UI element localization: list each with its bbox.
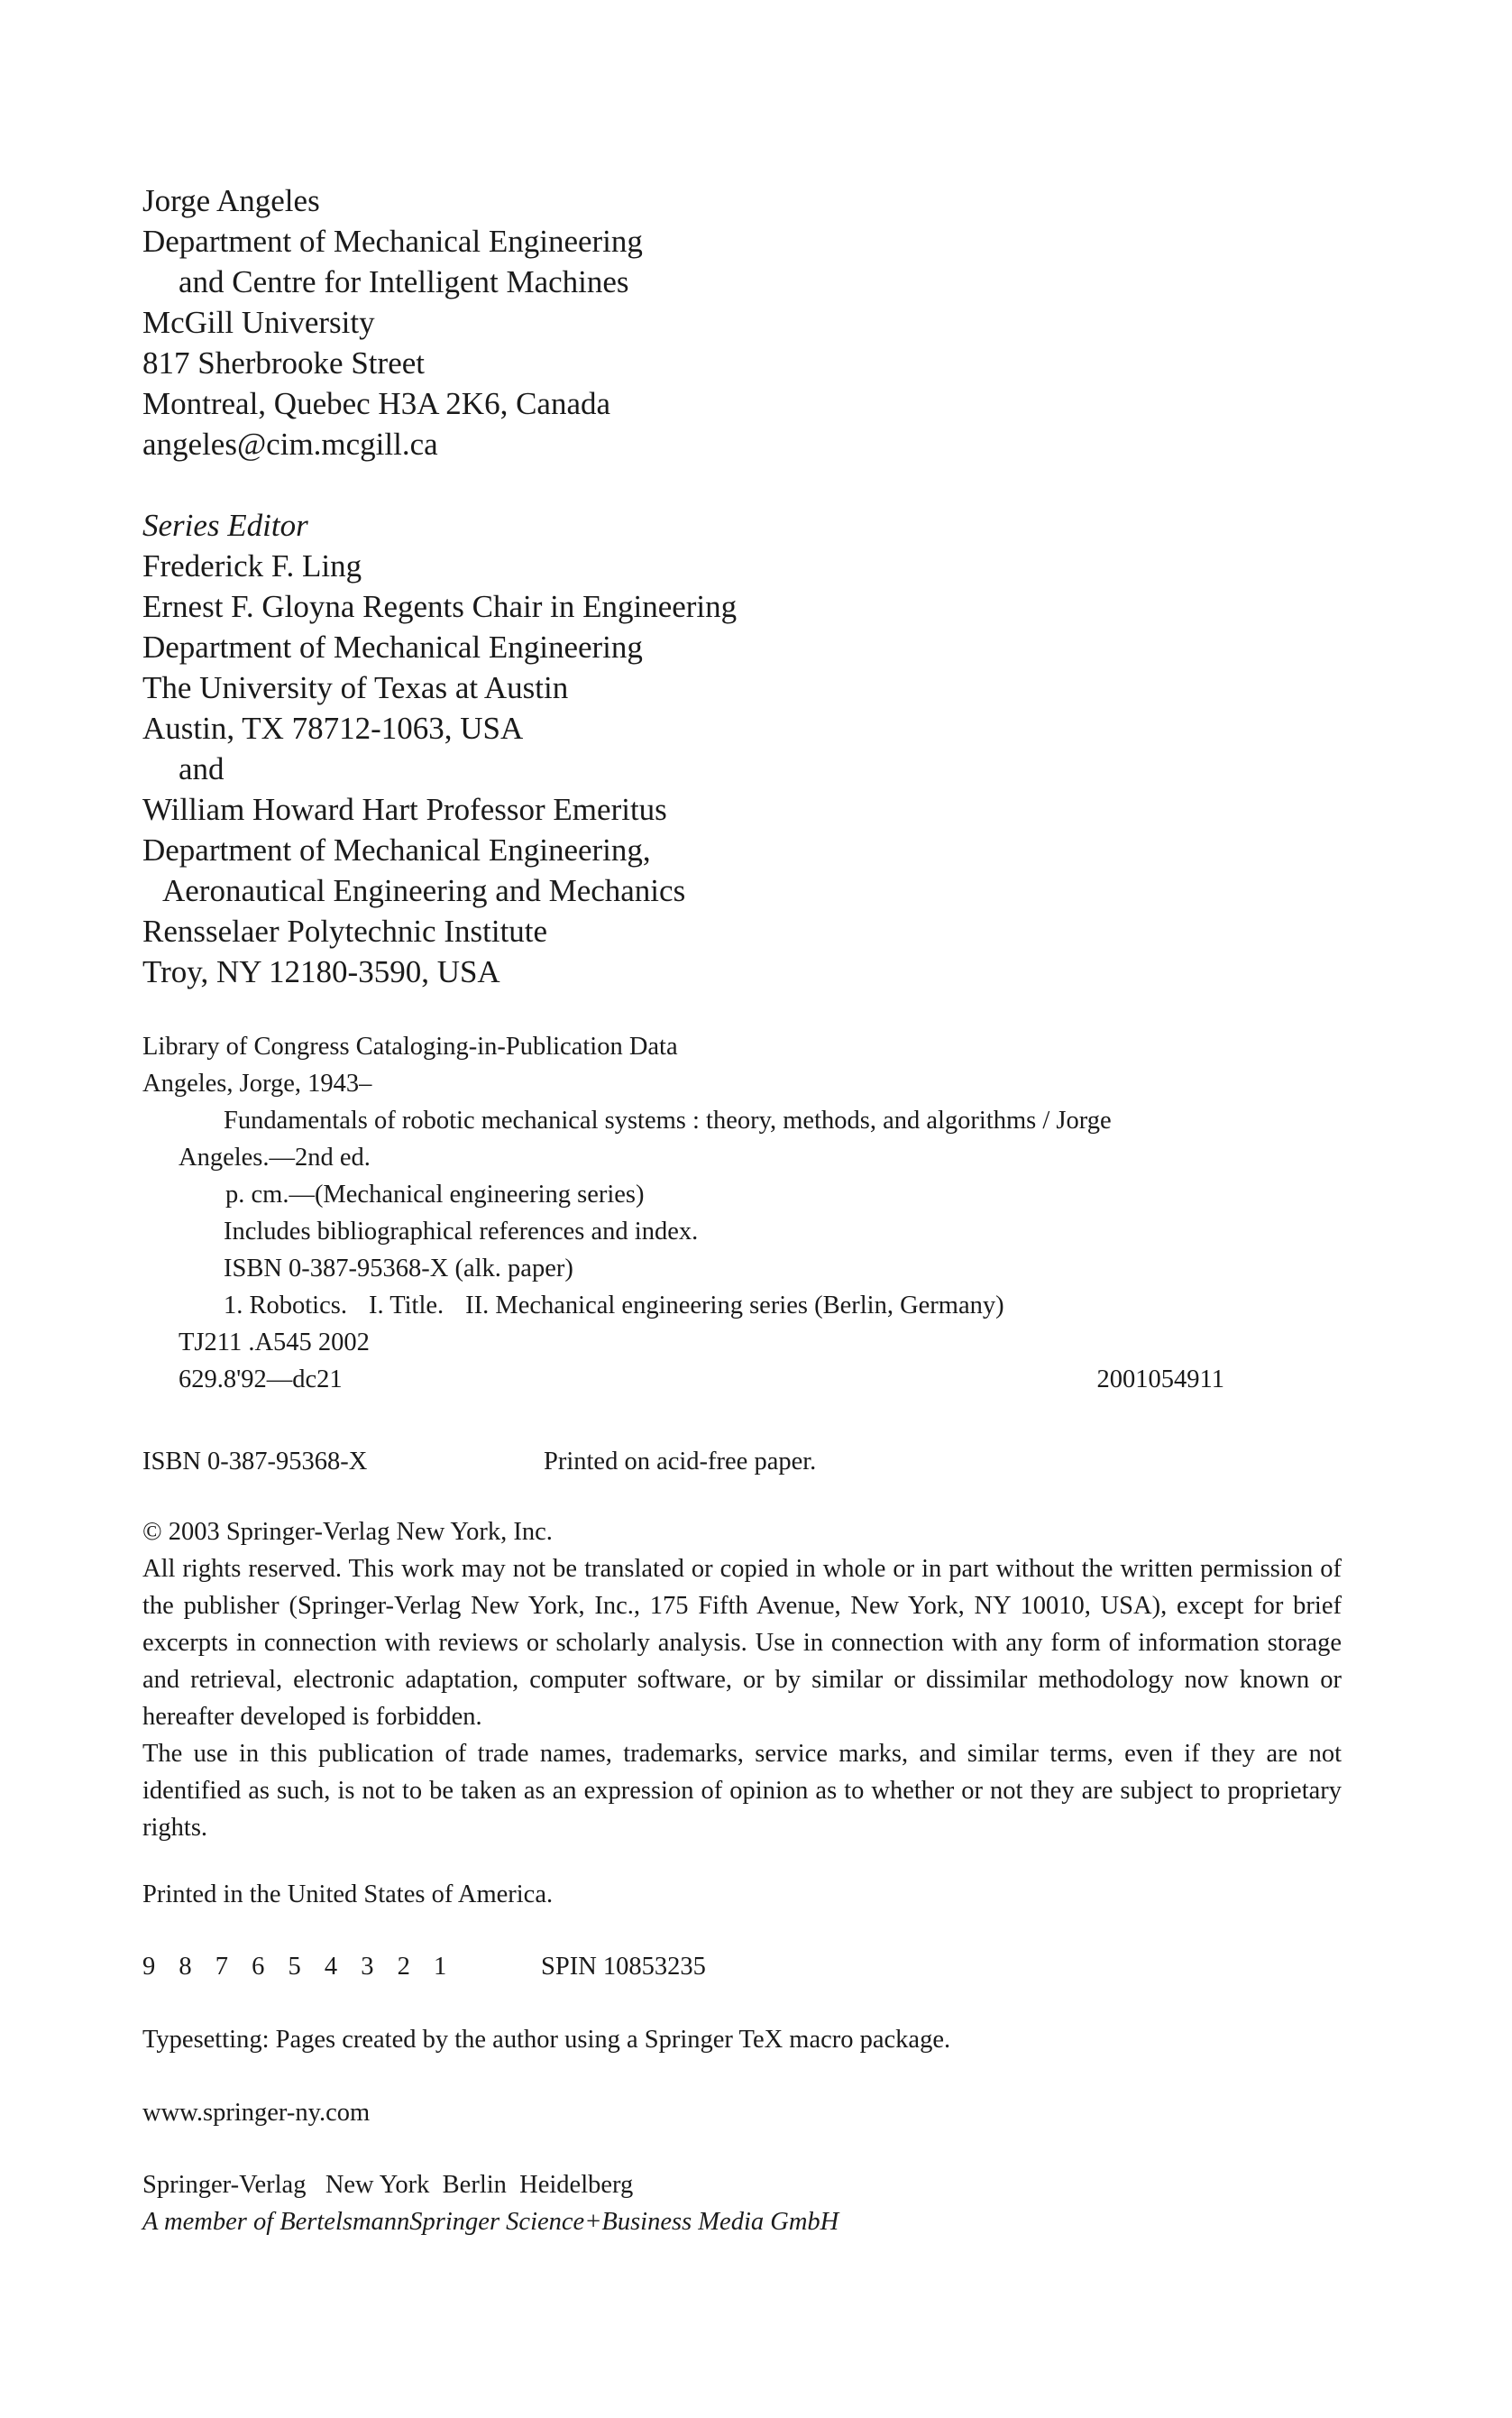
author-email: angeles@cim.mcgill.ca <box>142 427 438 462</box>
isbn-row <box>142 1443 816 1480</box>
isbn-number: ISBN 0-387-95368-X <box>142 1448 368 1476</box>
printing-line <box>142 1948 706 1985</box>
author-centre: and Centre for Intelligent Machines <box>179 264 629 299</box>
publisher-cities: Springer-Verlag New York Berlin Heidelberg <box>142 2171 634 2199</box>
cip-isbn: ISBN 0-387-95368-X (alk. paper) <box>224 1255 573 1283</box>
series-editor-address <box>142 505 737 992</box>
editor-chair: Ernest F. Gloyna Regents Chair in Engineering <box>142 589 738 624</box>
editor-city: Austin, TX 78712-1063, USA <box>142 711 524 746</box>
editor-department: Department of Mechanical Engineering <box>142 630 643 665</box>
spin-number: SPIN 10853235 <box>541 1953 706 1981</box>
editor-institute: Rensselaer Polytechnic Institute <box>142 914 548 949</box>
editor-university: The University of Texas at Austin <box>142 670 569 705</box>
author-department: Department of Mechanical Engineering <box>142 224 643 259</box>
typesetting-note <box>142 2021 950 2058</box>
publisher-member: A member of BertelsmannSpringer Science+Business Media GmbH <box>142 2208 839 2236</box>
cip-heading: Library of Congress Cataloging-in-Publication Data <box>142 1033 678 1061</box>
editor-aeronautical: Aeronautical Engineering and Mechanics <box>162 873 686 908</box>
cip-subject-3: II. Mechanical engineering series (Berlin, Germany) <box>465 1292 1004 1319</box>
rights-paragraph: All rights reserved. This work may not be translated or copied in whole or in part without the written permission of the publisher (Springer-Verlag New York, Inc., 175 Fifth Avenue, New York, NY 10010, USA), except for brief excerpts in connection with reviews or scholarly analysis. Use in connection with any form of information storage and retrieval, electronic adaptation, computer software, or by similar or dissimilar methodology now known or hereafter developed is forbidden. <box>142 1555 1342 1731</box>
copyright-section <box>142 1513 1342 1846</box>
typesetting-text: Typesetting: Pages created by the author using a Springer TeX macro package. <box>142 2026 951 2054</box>
cip-lc-class: TJ211 .A545 2002 <box>179 1329 370 1356</box>
cip-author: Angeles, Jorge, 1943– <box>142 1070 372 1098</box>
printing-row <box>142 1948 706 1985</box>
website-url: www.springer-ny.com <box>142 2099 371 2127</box>
cip-notes: Includes bibliographical references and index. <box>224 1218 699 1246</box>
cip-subject-2: I. Title. <box>368 1292 444 1319</box>
cip-lccn: 2001054911 <box>1096 1365 1224 1393</box>
copyright-notice: © 2003 Springer-Verlag New York, Inc. <box>142 1518 553 1546</box>
publisher-info <box>142 2166 838 2240</box>
author-name: Jorge Angeles <box>142 183 320 218</box>
cip-title-1: Fundamentals of robotic mechanical systems : theory, methods, and algorithms / Jorge <box>224 1107 1112 1135</box>
paper-note: Printed on acid-free paper. <box>544 1448 817 1476</box>
printed-in <box>142 1876 553 1913</box>
cip-data <box>142 1028 1224 1398</box>
author-university: McGill University <box>142 305 375 340</box>
editor-name: Frederick F. Ling <box>142 548 362 584</box>
editor-professor: William Howard Hart Professor Emeritus <box>142 792 667 827</box>
cip-subjects <box>142 1287 1224 1324</box>
trademarks-paragraph: The use in this publication of trade names, trademarks, service marks, and similar terms, even if they are not identified as such, is not to be taken as an expression of opinion as to whether or not they are subject to proprietary rights. <box>142 1740 1342 1842</box>
printing-numbers: 9 8 7 6 5 4 3 2 1 <box>142 1953 455 1981</box>
series-editor-heading: Series Editor <box>142 508 308 543</box>
cip-subject-1: 1. Robotics. <box>224 1292 347 1319</box>
website <box>142 2094 370 2131</box>
cip-classification-row <box>142 1361 1224 1398</box>
printed-country: Printed in the United States of America. <box>142 1880 554 1908</box>
cip-dewey: 629.8'92—dc21 <box>179 1365 343 1393</box>
cip-title-2: Angeles.—2nd ed. <box>179 1144 371 1172</box>
author-city: Montreal, Quebec H3A 2K6, Canada <box>142 386 611 421</box>
author-address <box>142 180 643 464</box>
isbn-line <box>142 1443 816 1480</box>
cip-physical: p. cm.—(Mechanical engineering series) <box>225 1181 645 1209</box>
author-street: 817 Sherbrooke Street <box>142 345 425 381</box>
editor-city-2: Troy, NY 12180-3590, USA <box>142 954 500 989</box>
editor-department-2: Department of Mechanical Engineering, <box>142 832 651 868</box>
editor-and: and <box>179 751 225 786</box>
